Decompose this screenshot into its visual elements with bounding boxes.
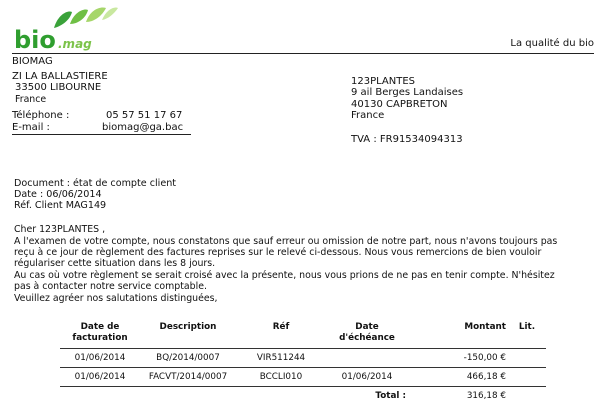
header-description: Description <box>140 322 236 348</box>
email-value[interactable]: biomag@ga.bac <box>102 122 184 133</box>
phone-label: Téléphone : <box>12 110 70 121</box>
sender-address-1: ZI LA BALLASTIERE <box>12 71 108 82</box>
cell-lit <box>508 348 546 367</box>
cell-description: BQ/2014/0007 <box>140 348 236 367</box>
header-lit: Lit. <box>508 322 546 348</box>
header-invoice-date: Date de facturation <box>60 322 140 348</box>
letter-greeting: Cher 123PLANTES , <box>14 224 106 235</box>
cell-due <box>326 348 408 367</box>
biomag-logo <box>10 4 120 52</box>
leaf-icon <box>54 8 118 29</box>
recipient-address-2: 40130 CAPBRETON <box>351 99 448 110</box>
logo-bio-text: bio <box>14 26 56 52</box>
logo-mag-text: .mag <box>58 37 92 51</box>
sender-country: France <box>15 94 47 105</box>
header-due-date: Date d'échéance <box>326 322 408 348</box>
document-title: Document : état de compte client <box>14 178 177 189</box>
tagline: La qualité du bio <box>510 38 594 49</box>
total-value: 316,18 € <box>466 390 506 401</box>
recipient-name: 123PLANTES <box>351 76 416 87</box>
cell-ref: VIR511244 <box>236 348 326 367</box>
header-divider <box>12 53 594 54</box>
letter-line: régulariser cette situation dans les 8 jours. <box>14 258 216 269</box>
cell-amount: 466,18 € <box>408 367 508 386</box>
phone-value: 05 57 51 17 67 <box>106 110 183 121</box>
recipient-country: France <box>351 110 385 121</box>
letter-line: reçu à ce jour de règlement des factures reprises sur le relevé ci-dessous. Nous vous remercions de bien vouloir <box>14 247 542 258</box>
cell-due: 01/06/2014 <box>326 367 408 386</box>
document-date: Date : 06/06/2014 <box>14 189 102 200</box>
cell-date: 01/06/2014 <box>60 367 140 386</box>
total-label: Total : <box>375 390 406 401</box>
header-ref: Réf <box>236 322 326 348</box>
cell-ref: BCCLI010 <box>236 367 326 386</box>
table-row <box>60 348 546 367</box>
cell-date: 01/06/2014 <box>60 348 140 367</box>
total-row <box>60 386 546 405</box>
document-ref: Réf. Client MAG149 <box>14 200 107 211</box>
recipient-address-1: 9 ail Berges Landaises <box>351 87 464 98</box>
sender-address-2: 33500 LIBOURNE <box>15 82 102 93</box>
letter-line: Veuillez agréer nos salutations distinguées, <box>14 293 218 304</box>
sender-divider <box>12 134 191 135</box>
table-row <box>60 367 546 386</box>
cell-amount: -150,00 € <box>408 348 508 367</box>
sender-name: BIOMAG <box>12 56 53 67</box>
table-header-row <box>60 322 546 348</box>
letter-line: pas à contacter notre service comptable. <box>14 281 207 292</box>
letter-line: Au cas où votre règlement se serait croisé avec la présente, nous vous prions de ne pas en tenir compte. N'hésitez <box>14 270 555 281</box>
header-amount: Montant <box>408 322 508 348</box>
email-label: E-mail : <box>12 122 50 133</box>
letter-line: A l'examen de votre compte, nous constatons que sauf erreur ou omission de notre part, nous n'avons toujours pas <box>14 236 558 247</box>
statement-table <box>60 322 546 405</box>
cell-lit <box>508 367 546 386</box>
recipient-vat: TVA : FR91534094313 <box>351 134 463 145</box>
cell-description: FACVT/2014/0007 <box>140 367 236 386</box>
